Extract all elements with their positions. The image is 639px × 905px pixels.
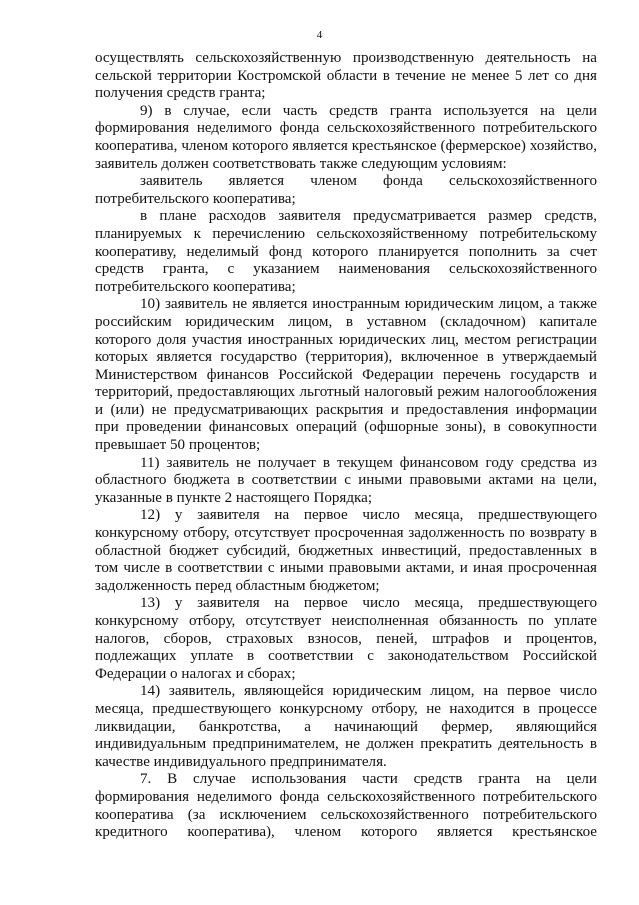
paragraph-section-7: 7. В случае использования части средств гранта на цели формирования неделимого фонда сельскохозяйственного потребительского кооператива (за исключением сельскохозяйственного потребительского кредитного кооператива), членом которого является крестьянское [95,771,597,841]
document-body [95,50,597,842]
paragraph-condition-member: заявитель является членом фонда сельскохозяйственного потребительского кооператива; [95,173,597,207]
paragraph-item-11: 11) заявитель не получает в текущем финансовом году средства из областного бюджета в соответствии с иными правовыми актами на цели, указанные в пункте 2 настоящего Порядка; [95,454,597,506]
paragraph-item-14: 14) заявитель, являющейся юридическим лицом, на первое число месяца, предшествующего конкурсному отбору, не находится в процессе ликвидации, банкротства, а начинающий фермер, являющийся индивидуальным предпринимателем, не должен прекратить деятельность в качестве индивидуального предпринимателя. [95,683,597,770]
paragraph-item-13: 13) у заявителя на первое число месяца, предшествующего конкурсному отбору, отсутствует неисполненная обязанность по уплате налогов, сборов, страховых взносов, пеней, штрафов и процентов, подлежащих уплате в соответствии с законодательством Российской Федерации о налогах и сборах; [95,595,597,682]
paragraph-continuation: осуществлять сельскохозяйственную производственную деятельность на сельской территории Костромской области в течение не менее 5 лет со дня получения средств гранта; [95,50,597,102]
page-number: 4 [316,29,323,41]
paragraph-item-12: 12) у заявителя на первое число месяца, предшествующего конкурсному отбору, отсутствует просроченная задолженность по возврату в областной бюджет субсидий, бюджетных инвестиций, предоставленных в том числе в соответствии с иными правовыми актами, и иная просроченная задолженность перед областным бюджетом; [95,507,597,594]
paragraph-item-10: 10) заявитель не является иностранным юридическим лицом, а также российским юридическим лицом, в уставном (складочном) капитале которого доля участия иностранных юридических лиц, местом регистрации которых является государство (территория), включенное в утверждаемый Министерством финансов Российской Федерации перечень государств и территорий, предоставляющих льготный налоговый режим налогообложения и (или) не предусматривающих раскрытия и предоставления информации при проведении финансовых операций (офшорные зоны), в совокупности превышает 50 процентов; [95,296,597,454]
paragraph-condition-expense-plan: в плане расходов заявителя предусматривается размер средств, планируемых к перечислению сельскохозяйственному потребительскому кооперативу, неделимый фонд которого планируется пополнить за счет средств гранта, с указанием наименования сельскохозяйственного потребительского кооператива; [95,208,597,295]
paragraph-item-9: 9) в случае, если часть средств гранта используется на цели формирования неделимого фонда сельскохозяйственного потребительского кооператива, членом которого является крестьянское (фермерское) хозяйство, заявитель должен соответствовать также следующим условиям: [95,102,597,172]
